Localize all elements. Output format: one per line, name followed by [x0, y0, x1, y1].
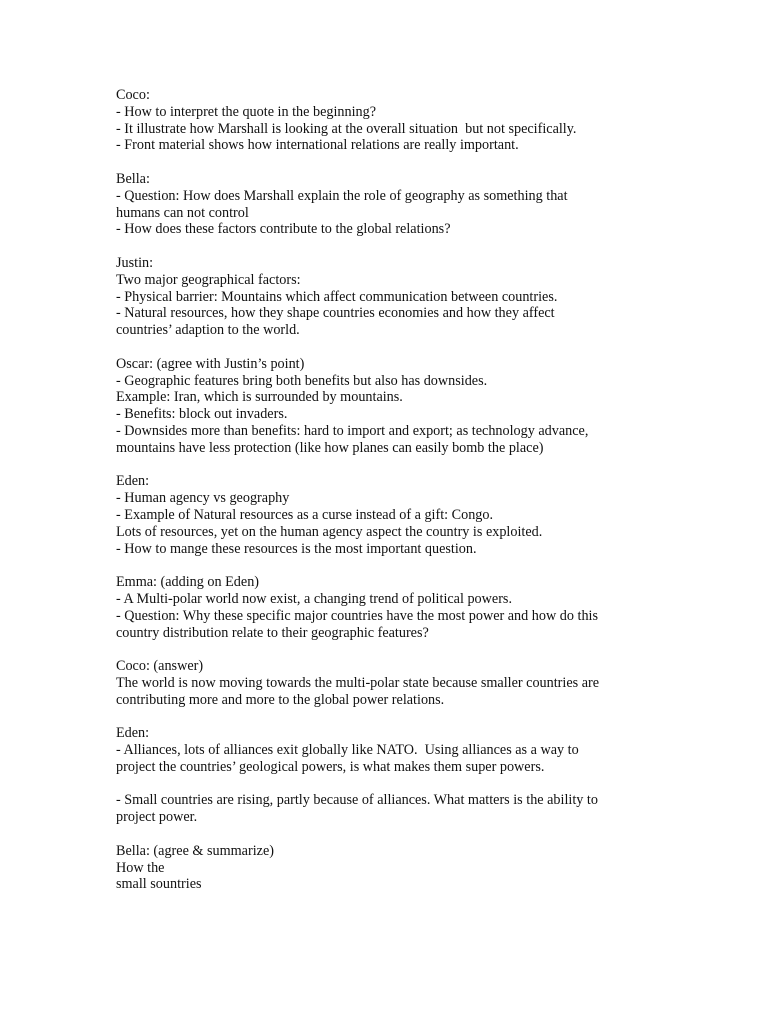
speaker-label: Coco:	[116, 87, 150, 103]
speaker-label: Eden:	[116, 473, 150, 490]
note-line: - Small countries are rising, partly because of alliances. What matters is the ability to	[116, 792, 598, 809]
note-section-oscar	[116, 356, 676, 457]
speaker-label: Coco: (answer)	[116, 658, 204, 675]
note-line: - Downsides more than benefits: hard to import and export; as technology advance,	[116, 422, 589, 439]
note-line: humans can not control	[116, 204, 249, 221]
note-line: country distribution relate to their geographic features?	[116, 624, 429, 641]
note-section-coco	[116, 87, 676, 154]
note-line: Example: Iran, which is surrounded by mountains.	[116, 389, 403, 406]
note-line: - Question: How does Marshall explain the role of geography as something that	[116, 187, 568, 204]
note-section-bella	[116, 171, 676, 238]
note-section-coco-answer	[116, 658, 676, 708]
speaker-label: Oscar: (agree with Justin’s point)	[116, 355, 305, 372]
note-line: - Geographic features bring both benefits but also has downsides.	[116, 372, 488, 389]
note-section-justin	[116, 255, 676, 339]
note-section-eden	[116, 473, 676, 557]
note-line: How the	[116, 859, 165, 876]
note-line: - Question: Why these specific major countries have the most power and how do this	[116, 607, 599, 624]
note-line: - How to mange these resources is the most important question.	[116, 540, 477, 557]
speaker-label: Justin:	[116, 254, 154, 271]
speaker-label: Eden:	[116, 725, 150, 742]
note-line: - Alliances, lots of alliances exit globally like NATO. Using alliances as a way to	[116, 742, 579, 759]
speaker-label: Emma: (adding on Eden)	[116, 574, 260, 591]
note-section-small-countries	[116, 792, 676, 826]
note-line: - Example of Natural resources as a curse instead of a gift: Congo.	[116, 506, 494, 523]
note-line: The world is now moving towards the multi-polar state because smaller countries are	[116, 674, 600, 691]
note-line: - Natural resources, how they shape countries economies and how they affect	[116, 305, 555, 322]
note-section-emma	[116, 574, 676, 641]
speaker-label: Bella:	[116, 170, 150, 187]
note-section-bella-summary	[116, 843, 676, 893]
note-line: project the countries’ geological powers, is what makes them super powers.	[116, 758, 545, 775]
speaker-label: Bella: (agree & summarize)	[116, 842, 274, 859]
note-line: - Front material shows how international relations are really important.	[116, 137, 519, 154]
note-line: - How to interpret the quote in the beginning?	[116, 103, 377, 120]
note-line: project power.	[116, 809, 198, 826]
note-line: contributing more and more to the global power relations.	[116, 691, 445, 708]
note-line: Lots of resources, yet on the human agency aspect the country is exploited.	[116, 523, 543, 540]
note-line: - How does these factors contribute to the global relations?	[116, 221, 451, 238]
note-line: - A Multi-polar world now exist, a changing trend of political powers.	[116, 590, 512, 607]
document-body	[116, 87, 676, 910]
note-line: - Human agency vs geography	[116, 490, 290, 507]
note-line: - Physical barrier: Mountains which affect communication between countries.	[116, 288, 558, 305]
note-line: countries’ adaption to the world.	[116, 322, 300, 339]
note-line: - It illustrate how Marshall is looking at the overall situation but not specifically.	[116, 120, 577, 137]
note-line: Two major geographical factors:	[116, 271, 301, 288]
note-line: mountains have less protection (like how planes can easily bomb the place)	[116, 439, 544, 456]
note-line: small sountries	[116, 876, 202, 893]
note-line: - Benefits: block out invaders.	[116, 406, 288, 423]
note-section-eden-alliances	[116, 725, 676, 775]
